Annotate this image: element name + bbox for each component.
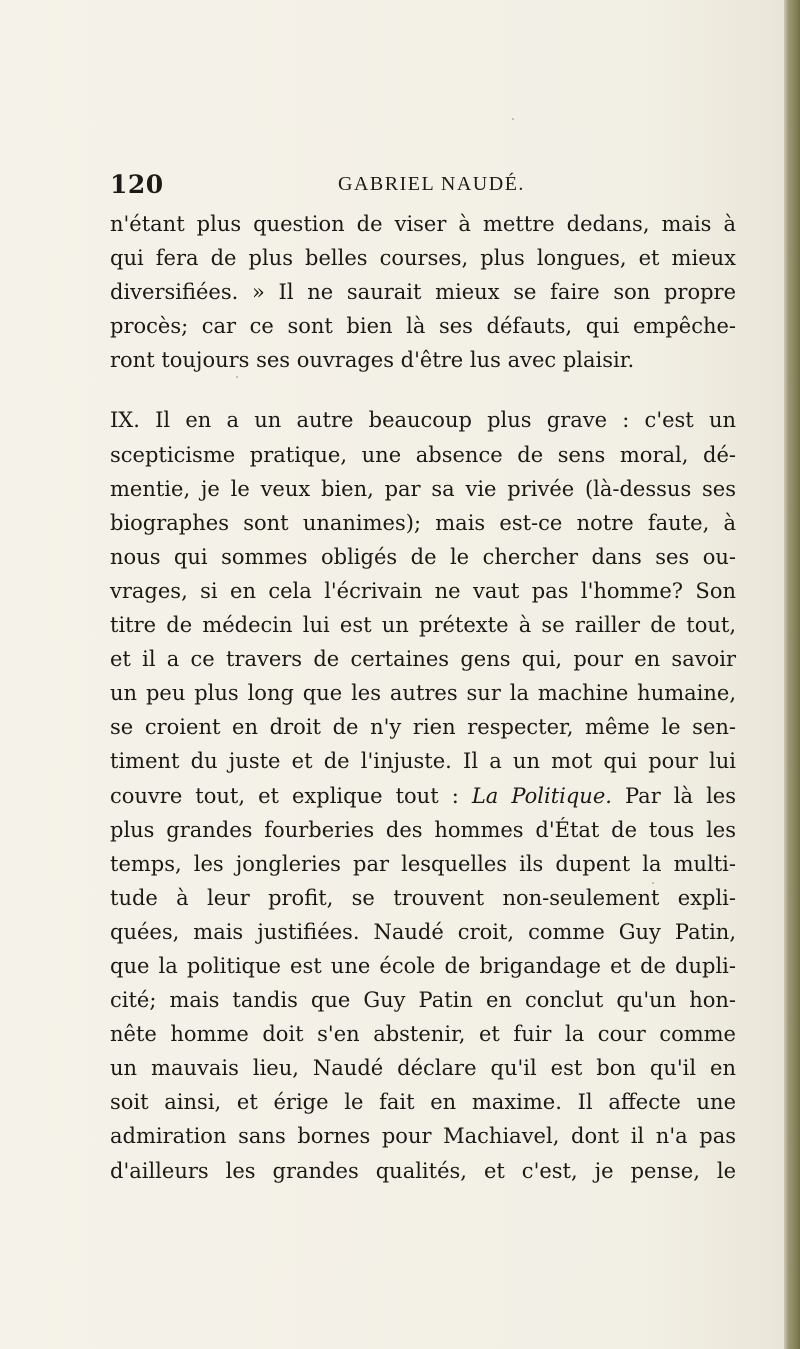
text-line: et il a ce travers de certaines gens qui, pour en savoir bbox=[110, 647, 736, 672]
text-line: admiration sans bornes pour Machiavel, dont il n'a pas bbox=[110, 1124, 736, 1149]
text-line: d'ailleurs les grandes qualités, et c'est, je pense, le bbox=[110, 1158, 736, 1183]
paper-speck bbox=[512, 118, 514, 120]
text-line: cité; mais tandis que Guy Patin en conclut qu'un hon- bbox=[110, 988, 736, 1013]
text-line: ront toujours ses ouvrages d'être lus avec plaisir. bbox=[110, 348, 635, 373]
text-line: nête homme doit s'en abstenir, et fuir la cour comme bbox=[110, 1022, 736, 1047]
text-line: plus grandes fourberies des hommes d'État de tous les bbox=[110, 817, 736, 842]
text-line: nous qui sommes obligés de le chercher dans ses ou- bbox=[110, 544, 736, 569]
page-header bbox=[110, 170, 670, 206]
text-line: vrages, si en cela l'écrivain ne vaut pas l'homme? Son bbox=[110, 578, 736, 603]
text-line: qui fera de plus belles courses, plus longues, et mieux bbox=[110, 246, 736, 271]
text-line: biographes sont unanimes); mais est-ce notre faute, à bbox=[110, 510, 736, 535]
text-line: mentie, je le veux bien, par sa vie privée (là-dessus ses bbox=[110, 476, 736, 501]
text-line: n'étant plus question de viser à mettre dedans, mais à bbox=[110, 212, 736, 236]
text-line: que la politique est une école de brigandage et de dupli- bbox=[110, 953, 736, 978]
page-number: 120 bbox=[110, 170, 164, 199]
italic-title: La Politique. bbox=[471, 783, 612, 808]
paragraph-gap bbox=[110, 377, 736, 403]
text-line: se croient en droit de n'y rien respecter, même le sen- bbox=[110, 715, 736, 740]
text-line-with-italic bbox=[110, 779, 736, 813]
text-line: scepticisme pratique, une absence de sens moral, dé- bbox=[110, 442, 736, 467]
text-line: quées, mais justifiées. Naudé croit, comme Guy Patin, bbox=[110, 919, 736, 944]
text-line: temps, les jongleries par lesquelles ils dupent la multi- bbox=[110, 851, 736, 876]
text-line: procès; car ce sont bien là ses défauts, qui empêche- bbox=[110, 314, 736, 339]
running-head: GABRIEL NAUDÉ. bbox=[338, 173, 525, 195]
paragraph-1 bbox=[110, 207, 736, 377]
paragraph-2 bbox=[110, 403, 736, 1187]
text-line: un peu plus long que les autres sur la machine humaine, bbox=[110, 681, 736, 706]
text-line: tude à leur profit, se trouvent non-seulement expli- bbox=[110, 885, 736, 910]
text-line: diversifiées. » Il ne saurait mieux se faire son propre bbox=[110, 280, 736, 305]
body-text bbox=[110, 207, 736, 1188]
text-line: titre de médecin lui est un prétexte à se railler de tout, bbox=[110, 613, 736, 638]
text-segment: Par là les bbox=[611, 783, 736, 808]
text-line: un mauvais lieu, Naudé déclare qu'il est bon qu'il en bbox=[110, 1056, 736, 1081]
text-line: IX. Il en a un autre beaucoup plus grave : c'est un bbox=[110, 408, 736, 433]
text-line: timent du juste et de l'injuste. Il a un mot qui pour lui bbox=[110, 749, 736, 774]
text-segment: couvre tout, et explique tout : bbox=[110, 783, 472, 808]
page-binding-edge bbox=[784, 0, 800, 1349]
text-line: soit ainsi, et érige le fait en maxime. Il affecte une bbox=[110, 1090, 736, 1115]
